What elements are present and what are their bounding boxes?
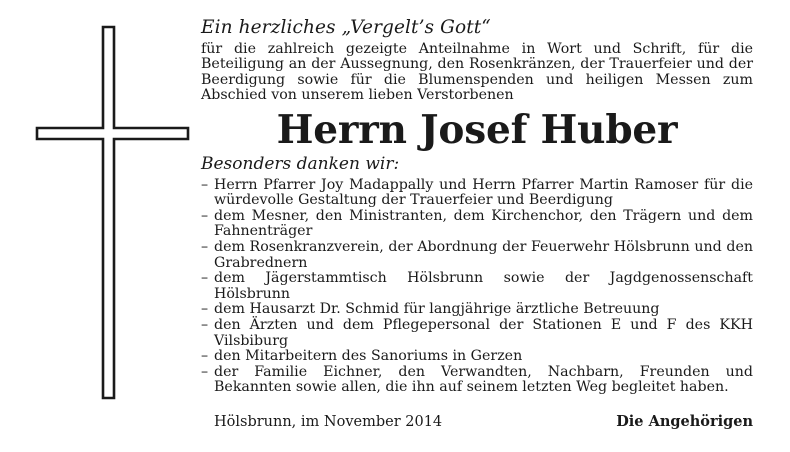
list-item bbox=[201, 365, 753, 396]
outline-cross-icon bbox=[0, 0, 200, 452]
list-item bbox=[201, 209, 753, 240]
list-dash: – bbox=[201, 176, 209, 193]
footer bbox=[214, 413, 753, 431]
list-dash: – bbox=[201, 301, 209, 318]
place-date: Hölsbrunn, im November 2014 bbox=[214, 414, 443, 430]
list-item bbox=[201, 349, 753, 365]
list-item bbox=[201, 178, 753, 209]
list-dash: – bbox=[201, 348, 209, 365]
list-item-text: den Ärzten und dem Pflegepersonal der Stationen E und F des KKH Vilsbiburg bbox=[214, 316, 753, 349]
list-dash: – bbox=[201, 270, 209, 287]
deceased-name: Herrn Josef Huber bbox=[276, 106, 678, 153]
list-item-text: dem Mesner, den Ministranten, dem Kirchenchor, den Trägern und dem Fahnenträger bbox=[214, 207, 753, 240]
list-item-text: den Mitarbeitern des Sanoriums in Gerzen bbox=[214, 348, 523, 365]
list-item bbox=[201, 271, 753, 302]
list-item-text: der Familie Eichner, den Verwandten, Nachbarn, Freunden und Bekannten sowie allen, die ihn auf seinem letzten Weg begleitet haben. bbox=[214, 363, 753, 396]
list-dash: – bbox=[201, 363, 209, 380]
list-item bbox=[201, 302, 753, 318]
main-text bbox=[201, 17, 753, 396]
thanks-list bbox=[201, 178, 753, 396]
list-item-text: dem Rosenkranzverein, der Abordnung der Feuerwehr Hölsbrunn und den Grabrednern bbox=[214, 239, 753, 271]
list-item-text: dem Jägerstammtisch Hölsbrunn sowie der Jagdgenossenschaft Hölsbrunn bbox=[214, 270, 753, 302]
list-item-text: Herrn Pfarrer Joy Madappally und Herrn Pfarrer Martin Ramoser für die würdevolle Gestaltung der Trauerfeier und Beerdigung bbox=[214, 176, 753, 209]
list-item bbox=[201, 318, 753, 349]
intro-paragraph: für die zahlreich gezeigte Anteilnahme in Wort und Schrift, für die Beteiligung an der Aussegnung, den Rosenkränzen, der Trauerfeier und der Beerdigung sowie für die Blumenspenden und heiligen Messen zum Abschied von unserem lieben Verstorbenen bbox=[201, 41, 753, 104]
list-item-text: dem Hausarzt Dr. Schmid für langjährige ärztliche Betreuung bbox=[214, 301, 660, 318]
list-item bbox=[201, 240, 753, 271]
list-dash: – bbox=[201, 239, 209, 255]
list-dash: – bbox=[201, 316, 209, 333]
headline: Ein herzliches „Vergelt’s Gott“ bbox=[201, 17, 491, 38]
signoff: Die Angehörigen bbox=[616, 413, 753, 430]
thanks-heading: Besonders danken wir: bbox=[201, 153, 400, 174]
list-dash: – bbox=[201, 207, 209, 224]
